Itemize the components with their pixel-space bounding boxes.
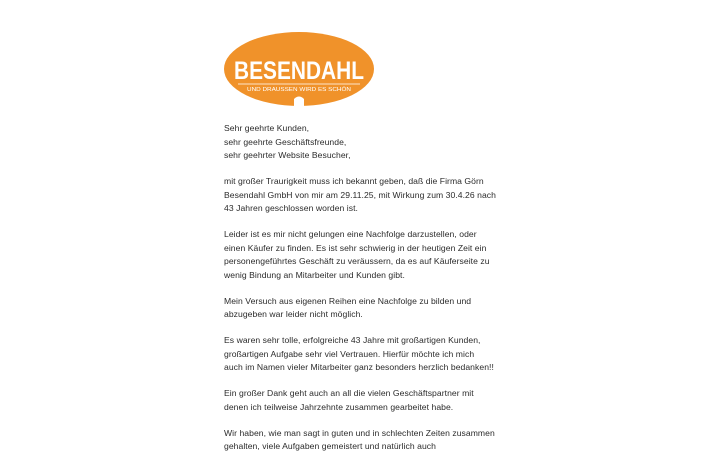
closure-paragraph bbox=[224, 175, 504, 216]
text-line: wenig Bindung an Mitarbeiter und Kunden gibt. bbox=[224, 269, 405, 280]
text-line: gehalten, viele Aufgaben gemeistert und natürlich auch bbox=[224, 441, 436, 451]
text-line: Leider ist es mir nicht gelungen eine Nachfolge darzustellen, oder bbox=[224, 229, 477, 239]
succession-paragraph bbox=[224, 228, 504, 282]
text-line: Besendahl GmbH von mir am 29.11.25, mit Wirkung zum 30.4.26 nach bbox=[224, 189, 496, 200]
text-line: Es waren sehr tolle, erfolgreiche 43 Jahre mit großartigen Kunden, bbox=[224, 335, 481, 345]
text-line: sehr geehrte Geschäftsfreunde, bbox=[224, 136, 347, 147]
text-line: mit großer Traurigkeit muss ich bekannt geben, daß die Firma Görn bbox=[224, 176, 484, 186]
text-line: Mein Versuch aus eigenen Reihen eine Nachfolge zu bilden und bbox=[224, 295, 472, 306]
text-line: Ein großer Dank geht auch an all die vielen Geschäftspartner mit bbox=[224, 388, 474, 398]
text-line: Wir haben, wie man sagt in guten und in schlechten Zeiten zusammen bbox=[224, 427, 495, 438]
text-line: großartigen Aufgabe sehr viel Vertrauen. Hierfür möchte ich mich bbox=[224, 348, 475, 359]
sprout-icon bbox=[294, 97, 304, 109]
text-line: einen Käufer zu finden. Es ist sehr schwierig in der heutigen Zeit ein bbox=[224, 242, 487, 253]
text-line: auch im Namen vieler Mitarbeiter ganz besonders herzlich bedanken!! bbox=[224, 362, 494, 372]
besendahl-logo[interactable] bbox=[224, 32, 374, 108]
text-line: abzugeben war leider nicht möglich. bbox=[224, 309, 363, 319]
logo-brand: BESENDAHL bbox=[234, 57, 364, 85]
logo-graphic bbox=[224, 32, 374, 108]
text-line: personengeführtes Geschäft zu veräussern, da es auf Käuferseite zu bbox=[224, 256, 490, 266]
text-line: sehr geehrter Website Besucher, bbox=[224, 150, 351, 160]
text-line: denen ich teilweise Jahrzehnte zusammen gearbeitet habe. bbox=[224, 401, 454, 412]
logo-tagline: UND DRAUSSEN WIRD ES SCHÖN bbox=[247, 87, 335, 93]
thanks-partners-paragraph bbox=[224, 387, 504, 414]
text-line: Sehr geehrte Kunden, bbox=[224, 123, 310, 133]
together-paragraph bbox=[224, 427, 504, 454]
internal-succession-paragraph bbox=[224, 295, 504, 322]
letter-content bbox=[224, 122, 504, 466]
greeting-paragraph bbox=[224, 122, 504, 163]
text-line: 43 Jahren geschlossen worden ist. bbox=[224, 203, 358, 213]
thanks-customers-paragraph bbox=[224, 334, 504, 375]
